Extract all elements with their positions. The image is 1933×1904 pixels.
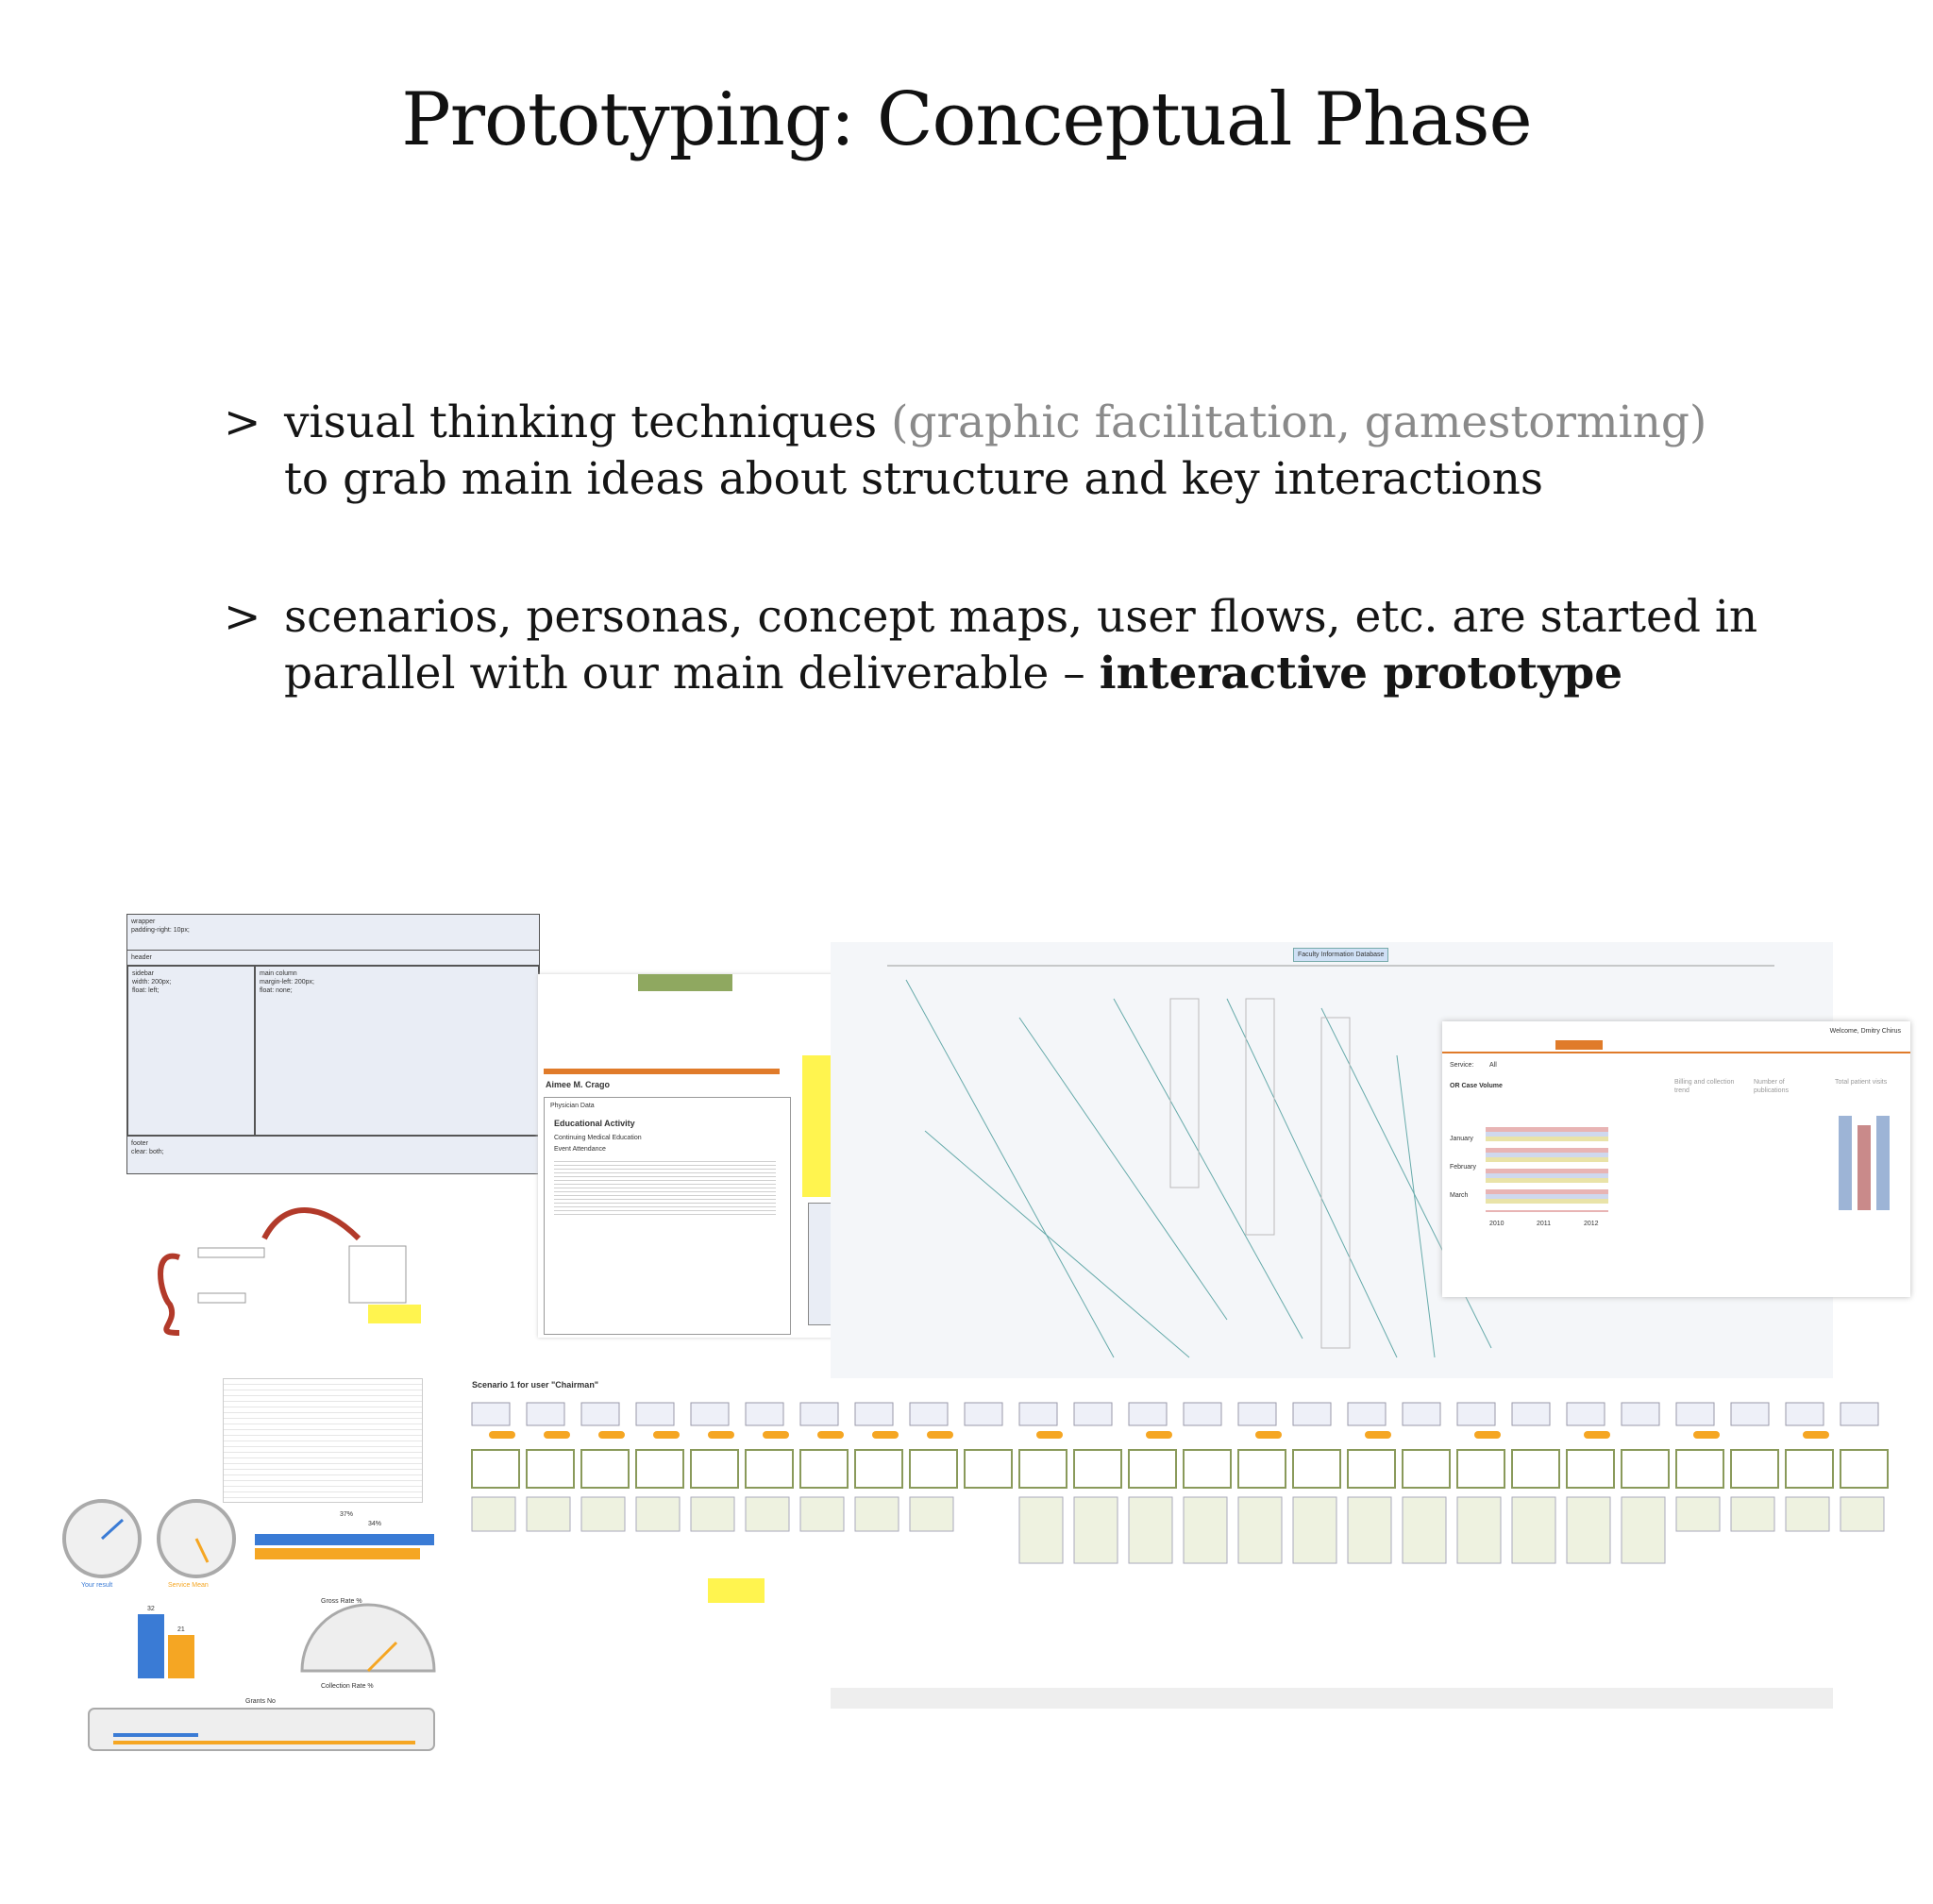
wf-wrapper: wrapper padding-right: 10px; xyxy=(127,915,539,951)
wf-footer: footer clear: both; xyxy=(127,1136,539,1173)
person-name: Aimee M. Crago xyxy=(546,1080,611,1089)
wf-sidebar: sidebar width: 200px; float: left; xyxy=(127,966,255,1136)
bullet-marker: > xyxy=(224,396,261,448)
bullet-2-text: scenarios, personas, concept maps, user flows, etc. are started in xyxy=(284,591,1758,643)
scenario-flow-image xyxy=(470,1380,1914,1597)
flow-arrows-sketch xyxy=(151,1191,453,1342)
map-root: Faculty Information Database xyxy=(1293,948,1388,962)
dashboard-screenshot: Welcome, Dmitry Chirus Service: All OR Case Volume January February March 2010 2011 2012 Billing and collection trend Number of publications Total patient visits xyxy=(1442,1021,1910,1297)
scenario-title: Scenario 1 for user "Chairman" xyxy=(472,1380,599,1390)
concept-tab: Physician Data xyxy=(550,1103,595,1109)
wireframe-layout-image xyxy=(126,914,540,1174)
profile-concept-screen: Aimee M. Crago Physician Data Educational Activity Continuing Medical Education Event Attendance xyxy=(538,974,1000,1338)
bullet-marker: > xyxy=(224,591,261,643)
slide-title: Prototyping: Conceptual Phase xyxy=(401,77,1532,162)
gauges-charts-image: 37% 34% Your result Service Mean Gross Rate % 32 21 Collection Rate % Grants No xyxy=(57,1378,468,1756)
wf-main-column: main column margin-left: 200px; float: none; xyxy=(255,966,539,1136)
bullet-1-text: visual thinking techniques xyxy=(284,396,892,448)
concept-section-title: Educational Activity xyxy=(554,1119,635,1128)
bullet-1-line2: to grab main ideas about structure and key interactions xyxy=(284,453,1544,505)
concept-map-footer-strip xyxy=(831,1688,1833,1709)
bullet-1-gray-text: (graphic facilitation, gamestorming) xyxy=(891,396,1707,448)
bullet-2-line2: parallel with our main deliverable – xyxy=(284,648,1100,699)
bullet-2-bold-text: interactive prototype xyxy=(1099,648,1623,699)
wf-header: header xyxy=(127,951,539,966)
